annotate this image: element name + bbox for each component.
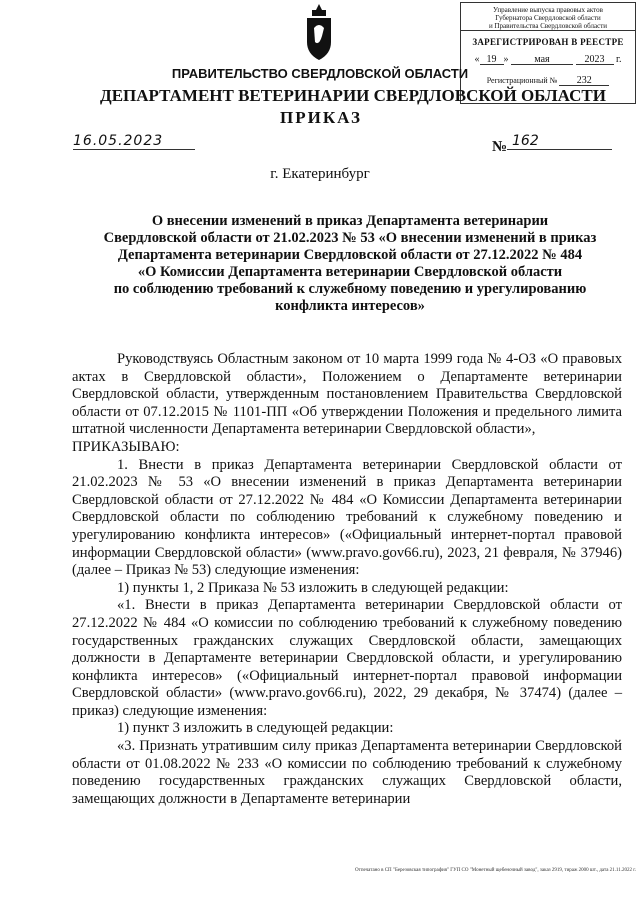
stamp-month: мая <box>511 56 573 65</box>
stamp-reg-number: 232 <box>559 77 609 86</box>
city: г. Екатеринбург <box>270 166 370 182</box>
body-order-word: ПРИКАЗЫВАЮ: <box>72 438 180 455</box>
body-paragraph: «3. Признать утратившим силу приказ Департамента ветеринарии Свердловской области от 01.08.2022 № 233 «О комиссии по соблюдению требований к служебному поведению государственных гражданских служащих Свердловской области, замещающих должности в Департаменте ветеринарии <box>72 738 622 807</box>
title-line: Департамента ветеринарии Свердловской области от 27.12.2022 № 484 <box>117 247 583 263</box>
stamp-line: Губернатора Свердловской области <box>495 14 601 22</box>
body-paragraph: 1. Внести в приказ Департамента ветеринарии Свердловской области от 21.02.2023 № 53 «О внесении изменений в приказ Департамента ветеринарии Свердловской области от 27.12.2022 № 484 «О Комиссии Департамента ветеринарии Свердловской области по соблюдению требований к служебному поведению и урегулированию конфликта интересов» («Официальный интернет-портал правовой информации Свердловской области» (www.pravo.gov66.ru), 2023, 21 февраля, № 37946) (далее – Приказ № 53) следующие изменения: <box>72 456 622 579</box>
coat-of-arms <box>303 2 335 62</box>
body-paragraph: 1) пункт 3 изложить в следующей редакции: <box>117 720 394 737</box>
stamp-year: 2023 <box>576 56 614 65</box>
government-name: ПРАВИТЕЛЬСТВО СВЕРДЛОВСКОЙ ОБЛАСТИ <box>171 66 469 81</box>
body-paragraph: «1. Внести в приказ Департамента ветеринарии Свердловской области от 27.12.2022 № 484 «О комиссии по соблюдению требований к служебному поведению государственных гражданских служащих Свердловской области, замещающих должности в Департаменте ветеринарии Свердловской области, и урегулированию конфликта интересов» («Официальный интернет-портал правовой информации Свердловской области» (www.pravo.gov66.ru), 2022, 29 декабря, № 37474) (далее – приказ) следующие изменения: <box>72 597 622 719</box>
title-line: конфликта интересов» <box>275 298 425 314</box>
title-line: О внесении изменений в приказ Департамента ветеринарии <box>151 213 549 229</box>
stamp-reg-label: Регистрационный № <box>486 76 558 85</box>
stamp-line: и Правительства Свердловской области <box>488 22 608 30</box>
title-line: Свердловской области от 21.02.2023 № 53 «О внесении изменений в приказ <box>103 230 597 246</box>
title-line: по соблюдению требований к служебному поведению и урегулированию <box>113 281 587 297</box>
body-paragraph: Руководствуясь Областным законом от 10 марта 1999 года № 4-ОЗ «О правовых актах в Свердловской области», Положением о Департаменте ветеринарии Свердловской области, утвержденным постановлением Правительства Свердловской области от 07.12.2015 № 1101-ПП «Об утверждении Положения и предельного лимита штатной численности Департамента ветеринарии Свердловской области», <box>72 351 622 438</box>
print-footer: Отпечатано в СП "Березовская типография" ГУП СО "Монетный щебеночный завод", заказ 2919, тираж 2000 шт., дата 21.11.2022 г. <box>355 868 636 873</box>
stamp-registered: ЗАРЕГИСТРИРОВАН В РЕЕСТРЕ <box>472 37 624 47</box>
body-paragraph: 1) пункты 1, 2 Приказа № 53 изложить в следующей редакции: <box>117 579 509 596</box>
document-body <box>72 351 622 808</box>
order-date: 16.05.2023 <box>73 133 195 150</box>
stamp-line: Управление выпуска правовых актов <box>493 6 603 14</box>
document-title <box>70 213 630 315</box>
department-name: ДЕПАРТАМЕНТ ВЕТЕРИНАРИИ СВЕРДЛОВСКОЙ ОБЛАСТИ <box>100 86 606 105</box>
stamp-day: 19 <box>480 56 504 65</box>
title-line: «О Комиссии Департамента ветеринарии Свердловской области <box>137 264 563 280</box>
order-number-label: № <box>492 139 508 155</box>
stamp-date: « 19 » мая 2023 г. <box>474 54 622 65</box>
document-type: ПРИКАЗ <box>280 108 362 127</box>
order-number: 162 <box>507 133 612 150</box>
stamp-year-suffix: г. <box>616 54 622 65</box>
